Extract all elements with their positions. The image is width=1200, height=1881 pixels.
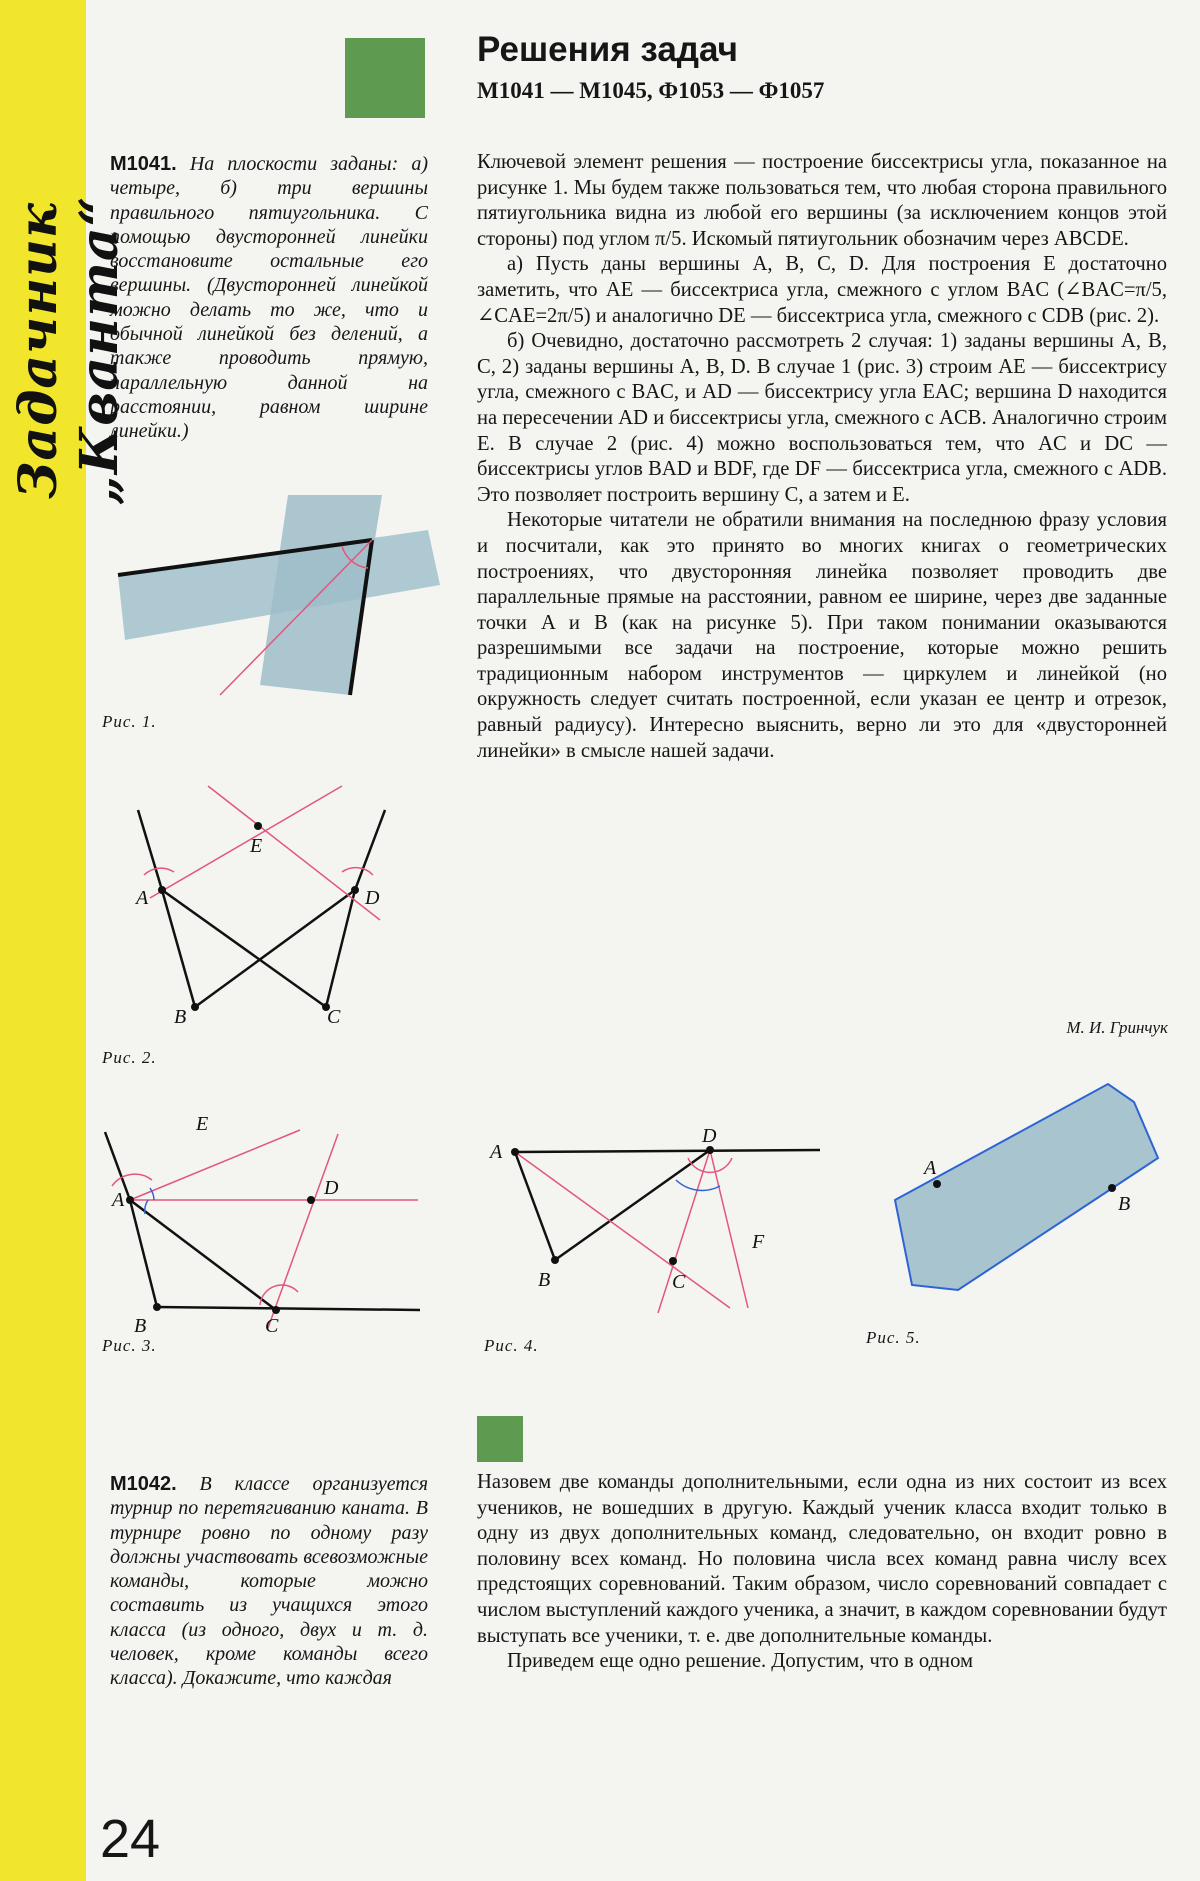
point-label: A bbox=[136, 887, 149, 909]
problem-label: М1041. bbox=[110, 153, 177, 175]
point-label: C bbox=[265, 1315, 279, 1337]
section-marker-top bbox=[345, 38, 425, 118]
point-label: D bbox=[702, 1125, 717, 1147]
solution-paragraph: Назовем две команды дополнительными, если одна из них состоит из всех учеников, не вошедших в другую. Каждый ученик класса входит только в одну из двух дополнительных команд, следовательно, он входит ровно в половину всех команд. Но половина числа всех команд равна числу всех предстоящих соревнований. Таким образом, число соревнований совпадает с числом выступлений каждого ученика, а значит, в каждом соревновании будут выступать все ученики, т. е. две дополнительные команды. bbox=[477, 1471, 1168, 1647]
figure-1 bbox=[110, 490, 440, 700]
page-number: 24 bbox=[100, 1809, 161, 1869]
point-label: D bbox=[324, 1177, 339, 1199]
page-subtitle: М1041 — М1045, Ф1053 — Ф1057 bbox=[477, 78, 825, 103]
point-label: F bbox=[752, 1231, 765, 1253]
problem-m1042 bbox=[110, 1472, 428, 1691]
problem-label: М1042. bbox=[110, 1473, 177, 1495]
point-label: E bbox=[250, 835, 263, 857]
solution-paragraph: Некоторые читатели не обратили внимания на последнюю фразу условия и посчитали, как это принято во многих книгах о геометрических построениях, что двусторонняя линейка позволяет проводить две параллельные прямые на расстоянии, равном ее ширине, через две заданные точки A и B (как на рисунке 5). При таком понимании оказываются разрешимыми все задачи на построение, которые можно решить традиционным набором инструментов — циркулем и линейкой (но окружность следует считать построенной, если указан ее центр и отрезок, равный радиусу). Интересно выяснить, верно ли это для «двусторонней линейки» в смысле нашей задачи. bbox=[477, 509, 1167, 762]
point-label: C bbox=[672, 1271, 686, 1293]
figure-4-caption: Рис. 4. bbox=[484, 1336, 539, 1355]
author-signature: М. И. Гринчук bbox=[1066, 1018, 1168, 1037]
figure-2-caption: Рис. 2. bbox=[102, 1048, 157, 1067]
point-label: B bbox=[174, 1006, 187, 1028]
solution-paragraph: а) Пусть даны вершины A, B, C, D. Для построения E достаточно заметить, что AE — биссектриса угла, смежного с углом BAC (∠BAC=π/5, ∠CAE=2π/5) и аналогично DE — биссектриса угла, смежного с CDB (рис. 2). bbox=[477, 253, 1167, 327]
figure-4 bbox=[490, 1125, 830, 1318]
figure-5 bbox=[890, 1080, 1170, 1300]
solution-m1042 bbox=[477, 1470, 1167, 1675]
section-marker-m1042 bbox=[477, 1416, 523, 1462]
point-label: D bbox=[365, 887, 380, 909]
point-label: A bbox=[112, 1189, 125, 1211]
sidebar-title: Задачник „Кванта“ bbox=[8, 195, 130, 505]
figure-5-caption: Рис. 5. bbox=[866, 1328, 921, 1347]
solution-paragraph: Приведем еще одно решение. Допустим, что в одном bbox=[507, 1650, 974, 1673]
figure-1-caption: Рис. 1. bbox=[102, 712, 157, 731]
point-label: A bbox=[490, 1141, 503, 1163]
figure-2 bbox=[110, 780, 430, 1040]
point-label: B bbox=[134, 1315, 147, 1337]
figure-3 bbox=[100, 1110, 430, 1340]
page-title: Решения задач bbox=[477, 30, 738, 69]
solution-m1041 bbox=[477, 150, 1167, 764]
point-label: E bbox=[196, 1113, 209, 1135]
point-label: C bbox=[327, 1006, 341, 1028]
problem-m1041 bbox=[110, 152, 428, 444]
problem-statement: На плоскости заданы: а) четыре, б) три вершины правильного пятиугольника. С помощью двусторонней линейки восстановите остальные его вершины. (Двусторонней линейкой можно делать то же, что и обычной линейкой без делений, а также проводить прямую, параллельную данной на расстоянии, равном ширине линейки.) bbox=[110, 153, 428, 443]
solution-paragraph: Ключевой элемент решения — построение биссектрисы угла, показанное на рисунке 1. Мы будем также пользоваться тем, что любая сторона правильного пятиугольника видна из любой его вершины (за исключением концов этой стороны) под углом π/5. Искомый пятиугольник обозначим через ABCDE. bbox=[477, 151, 1167, 250]
solution-paragraph: б) Очевидно, достаточно рассмотреть 2 случая: 1) заданы вершины A, B, C, 2) заданы вершины A, B, D. В случае 1 (рис. 3) строим AE — биссектрису угла, смежного с BAC, и AD — биссектрису угла EAC; вершина D находится на пересечении AD и биссектрисы угла, смежного с ACB. Аналогично строим E. В случае 2 (рис. 4) можно воспользоваться тем, что AC и DC — биссектрисы углов BAD и BDF, где DF — биссектриса угла, смежного с ADB. Это позволяет построить вершину C, а затем и E. bbox=[477, 330, 1167, 506]
problem-statement: В классе организуется турнир по перетягиванию каната. В турнире ровно по одному разу должны участвовать всевозможные команды, которые можно составить из учащихся этого класса (из одного, двух и т. д. человек, кроме команды всего класса). Докажите, что каждая bbox=[110, 1473, 428, 1690]
point-label: A bbox=[924, 1157, 937, 1179]
figure-3-caption: Рис. 3. bbox=[102, 1336, 157, 1355]
point-label: B bbox=[538, 1269, 551, 1291]
point-label: B bbox=[1118, 1193, 1131, 1215]
